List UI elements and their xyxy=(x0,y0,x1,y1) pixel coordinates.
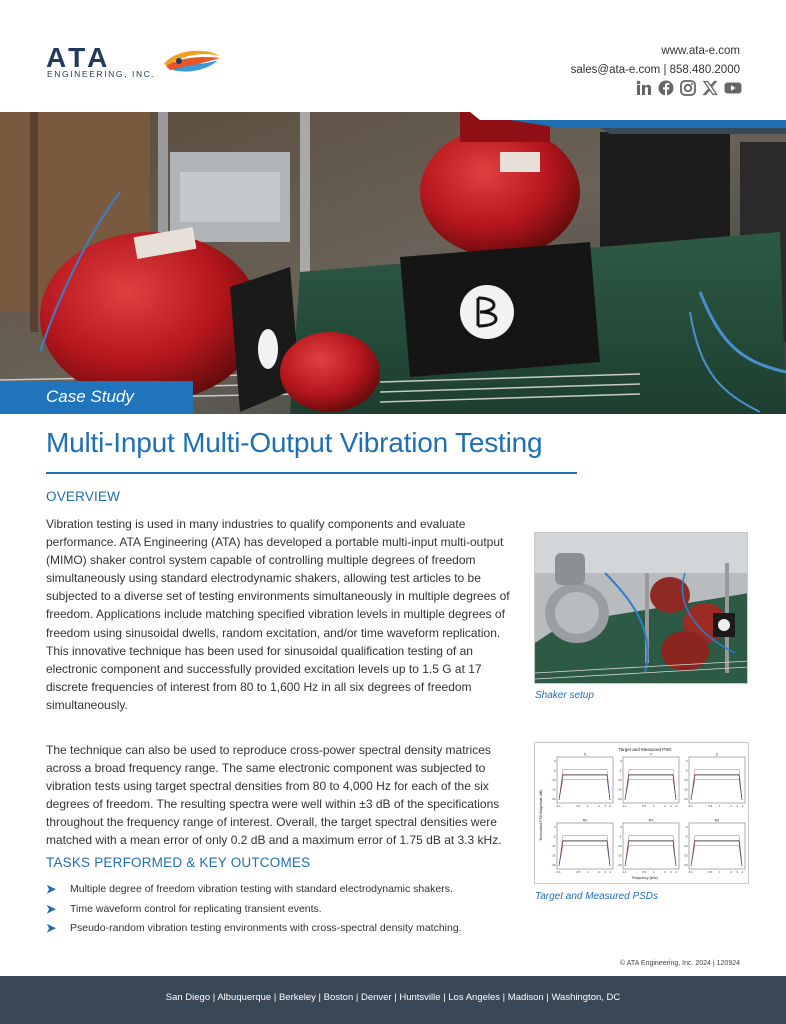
psd-xtick: 3 xyxy=(670,804,672,808)
psd-ytick: -20 xyxy=(551,797,556,801)
psd-ytick: -20 xyxy=(551,863,556,867)
psd-caption: Target and Measured PSDs xyxy=(535,891,659,902)
psd-ytick: -5 xyxy=(553,768,556,773)
psd-panel-frame xyxy=(689,823,745,869)
psd-ytick: -20 xyxy=(683,863,688,867)
psd-ytick: -15 xyxy=(683,787,688,792)
psd-ytick: -10 xyxy=(551,844,556,848)
psd-ytick: -20 xyxy=(617,863,622,867)
psd-panel-ry xyxy=(617,819,679,875)
psd-ytick: 0 xyxy=(619,825,622,829)
psd-xtick: 3 xyxy=(736,870,738,874)
psd-title: Target and Measured PSD xyxy=(618,747,672,752)
website-link[interactable]: www.ata-e.com xyxy=(661,45,740,57)
chevron-right-icon: ➤ xyxy=(46,921,57,935)
psd-figure xyxy=(534,742,749,884)
psd-panel-label: RX xyxy=(582,818,588,823)
title-divider xyxy=(46,472,577,474)
psd-ytick: -10 xyxy=(551,778,556,782)
psd-ytick: -15 xyxy=(551,853,556,858)
psd-panel-z xyxy=(683,753,745,809)
psd-xtick: 0.5 xyxy=(642,870,647,874)
case-study-badge: Case Study xyxy=(0,381,193,414)
psd-panel-y xyxy=(617,753,679,809)
page-header xyxy=(0,0,786,112)
task-text: Pseudo-random vibration testing environments with cross-spectral density matching. xyxy=(70,922,462,934)
psd-xtick: 2 xyxy=(664,804,666,808)
overview-heading: OVERVIEW xyxy=(46,489,121,504)
tasks-list xyxy=(46,880,526,939)
psd-ytick: 0 xyxy=(685,759,688,763)
instagram-icon[interactable] xyxy=(680,80,696,96)
task-item xyxy=(46,919,526,939)
hero-photo xyxy=(0,112,786,414)
psd-ytick: -5 xyxy=(685,834,688,839)
psd-panel-label: RY xyxy=(648,818,654,823)
page-title: Multi-Input Multi-Output Vibration Testing xyxy=(46,427,543,458)
psd-xtick: 0.5 xyxy=(708,804,713,808)
psd-xtick: 4 xyxy=(675,804,677,808)
psd-xtick: 1 xyxy=(653,804,655,808)
overview-paragraph-1: Vibration testing is used in many industries to qualify components and evaluate performance. ATA Engineering (ATA) has developed a portable multi-input multi-output (MIMO) shaker control system capable of controlling multiple degrees of freedom simultaneously using standard electrodynamic shakers, allowing test articles to be subjected to a diverse set of testing environments simultaneously in multiple degrees of freedom. Applications include matching specified vibration levels in multiple degrees of freedom using sinusoidal dwells, random excitation, and/or time waveform replication. This innovative technique has been used for sinusoidal qualification testing of an electronic component and successfully provided excitation levels up to 1.5 G at 17 discrete frequencies of interest from 80 to 1,600 Hz in all six degrees of freedom simultaneously. xyxy=(46,517,510,712)
facebook-icon[interactable] xyxy=(658,80,674,96)
task-item xyxy=(46,900,526,920)
psd-xtick: 0.5 xyxy=(576,870,581,874)
chevron-right-icon: ➤ xyxy=(46,901,57,916)
youtube-icon[interactable] xyxy=(724,80,740,96)
contact-info xyxy=(571,42,740,80)
psd-ytick: 0 xyxy=(553,825,556,829)
psd-xtick: 2 xyxy=(664,870,666,874)
tasks-heading: TASKS PERFORMED & KEY OUTCOMES xyxy=(46,855,311,870)
psd-panel-rz xyxy=(683,819,745,875)
psd-xtick: 2 xyxy=(730,870,732,874)
phone-number[interactable]: 858.480.2000 xyxy=(669,64,740,76)
psd-xtick: 3 xyxy=(604,804,606,808)
linkedin-icon[interactable] xyxy=(636,80,652,96)
social-icons xyxy=(636,80,740,96)
contact-separator: | xyxy=(663,64,667,76)
psd-xtick: 4 xyxy=(741,870,743,874)
psd-xtick: 3 xyxy=(604,870,606,874)
psd-xtick: 2 xyxy=(598,870,600,874)
ata-logo[interactable] xyxy=(46,44,226,84)
psd-ytick: -5 xyxy=(553,834,556,839)
psd-ytick: -15 xyxy=(617,787,622,792)
psd-panel-frame xyxy=(623,823,679,869)
chevron-right-icon: ➤ xyxy=(46,882,57,896)
psd-ytick: -15 xyxy=(617,853,622,858)
psd-xtick: 0.1 xyxy=(622,870,627,874)
psd-ytick: 0 xyxy=(619,759,622,763)
psd-xtick: 4 xyxy=(741,804,743,808)
psd-ytick: -15 xyxy=(551,787,556,792)
x-icon[interactable] xyxy=(702,80,718,96)
psd-xtick: 0.1 xyxy=(688,804,693,808)
shaker-setup-caption: Shaker setup xyxy=(535,690,594,701)
email-link[interactable]: sales@ata-e.com xyxy=(570,64,661,76)
psd-ytick: 0 xyxy=(685,825,688,829)
copyright-notice: © ATA Engineering, Inc. 2024 | 120924 xyxy=(620,960,740,967)
psd-xtick: 1 xyxy=(587,804,589,808)
logo-swoosh-icon xyxy=(162,46,222,74)
psd-panel-label: RZ xyxy=(714,818,720,823)
psd-xtick: 4 xyxy=(609,870,611,874)
psd-xtick: 1 xyxy=(653,870,655,874)
psd-ytick: -10 xyxy=(617,844,622,848)
psd-panel-rx xyxy=(551,819,613,875)
psd-panel-frame xyxy=(623,757,679,803)
psd-panel-x xyxy=(551,753,613,809)
psd-panel-label: Z xyxy=(715,752,719,757)
psd-ylabel: Normalized PSD Magnitude (dB) xyxy=(539,789,543,841)
psd-xtick: 0.5 xyxy=(576,804,581,808)
psd-xtick: 2 xyxy=(730,804,732,808)
psd-xtick: 0.1 xyxy=(556,870,561,874)
logo-subtitle: ENGINEERING, INC. xyxy=(47,69,156,79)
psd-xtick: 1 xyxy=(719,804,721,808)
psd-panel-label: Y xyxy=(649,752,653,757)
overview-paragraph-2: The technique can also be used to reproduce cross-power spectral density matrices across a broad frequency range. The same electronic component was subjected to vibration tests using target spectral densities from 80 to 4,000 Hz for each of the six degrees of freedom. The resulting spectra were well within ±3 dB of the specifications throughout the frequency range of interest. Overall, the target spectral densities were matched with a mean error of only 0.2 dB and a maximum error of 1.75 dB at 3.3 kHz. xyxy=(46,743,502,848)
psd-xtick: 0.1 xyxy=(556,804,561,808)
psd-ytick: 0 xyxy=(553,759,556,763)
task-item xyxy=(46,880,526,900)
psd-xtick: 0.1 xyxy=(622,804,627,808)
psd-panel-label: X xyxy=(583,752,587,757)
psd-ytick: -15 xyxy=(683,853,688,858)
psd-ytick: -10 xyxy=(683,844,688,848)
psd-panel-frame xyxy=(557,823,613,869)
logo-wordmark: ATA xyxy=(46,42,112,73)
psd-xtick: 3 xyxy=(670,870,672,874)
psd-ytick: -20 xyxy=(683,797,688,801)
task-text: Time waveform control for replicating transient events. xyxy=(70,902,322,915)
psd-xtick: 3 xyxy=(736,804,738,808)
psd-xtick: 4 xyxy=(609,804,611,808)
footer-locations: San Diego | Albuquerque | Berkeley | Boston | Denver | Huntsville | Los Angeles | Madison | Washington, DC xyxy=(0,976,786,1024)
psd-xlabel: Frequency (kHz) xyxy=(632,876,658,880)
psd-xtick: 2 xyxy=(598,804,600,808)
psd-xtick: 0.5 xyxy=(708,870,713,874)
psd-xtick: 1 xyxy=(719,870,721,874)
psd-ytick: -10 xyxy=(617,778,622,782)
psd-ytick: -5 xyxy=(619,768,622,773)
psd-ytick: -5 xyxy=(619,834,622,839)
psd-panels xyxy=(551,753,745,875)
psd-ytick: -20 xyxy=(617,797,622,801)
psd-panel-frame xyxy=(557,757,613,803)
task-text: Multiple degree of freedom vibration testing with standard electrodynamic shakers. xyxy=(70,883,453,895)
psd-panel-frame xyxy=(689,757,745,803)
psd-xtick: 0.1 xyxy=(688,870,693,874)
psd-xtick: 1 xyxy=(587,870,589,874)
psd-xtick: 0.5 xyxy=(642,804,647,808)
psd-ytick: -10 xyxy=(683,778,688,782)
shaker-setup-photo xyxy=(534,532,748,684)
psd-ytick: -5 xyxy=(685,768,688,773)
psd-xtick: 4 xyxy=(675,870,677,874)
